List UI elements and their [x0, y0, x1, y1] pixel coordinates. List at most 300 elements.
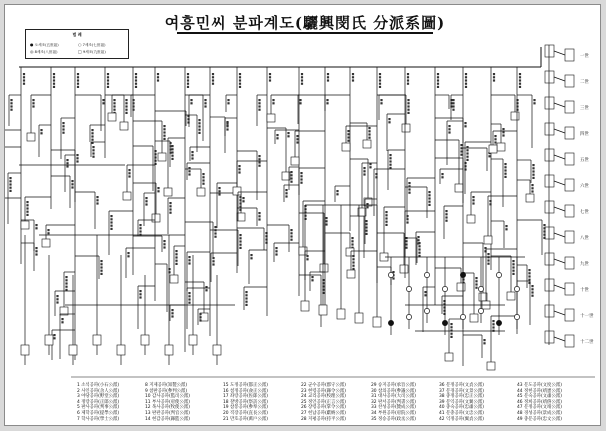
name-glyph — [204, 99, 206, 101]
name-glyph — [171, 145, 173, 147]
name-glyph — [61, 318, 63, 320]
name-glyph — [465, 73, 467, 75]
name-glyph — [494, 141, 496, 143]
name-glyph — [135, 86, 137, 88]
generation-link — [554, 129, 565, 133]
name-glyph — [347, 136, 349, 138]
name-glyph — [199, 313, 201, 315]
name-glyph — [465, 86, 467, 88]
name-glyph — [188, 262, 190, 264]
name-glyph — [407, 102, 409, 104]
generation-marker — [460, 314, 465, 319]
name-glyph — [9, 177, 11, 179]
name-glyph — [369, 166, 371, 168]
name-glyph — [450, 333, 452, 335]
name-box — [337, 309, 345, 319]
name-glyph — [290, 229, 292, 231]
name-glyph — [65, 279, 67, 281]
name-glyph — [175, 260, 177, 262]
family-tree — [5, 5, 602, 427]
generation-box — [545, 305, 554, 317]
name-glyph — [445, 216, 447, 218]
name-glyph — [171, 309, 173, 311]
name-glyph — [169, 212, 171, 214]
name-glyph — [188, 302, 190, 304]
name-glyph — [428, 201, 430, 203]
generation-label: 三世 — [580, 106, 589, 111]
name-glyph — [53, 86, 55, 88]
name-glyph — [110, 215, 112, 217]
name-glyph — [448, 125, 450, 127]
branch-entry: 16 첨정공파(僉正公派) — [223, 388, 268, 394]
name-glyph — [532, 164, 534, 166]
name-glyph — [418, 252, 420, 254]
name-glyph — [531, 295, 533, 297]
name-box — [511, 112, 519, 120]
name-box — [402, 124, 410, 132]
name-glyph — [56, 301, 58, 303]
name-glyph — [102, 102, 104, 104]
name-glyph — [311, 279, 313, 281]
name-glyph — [365, 223, 367, 225]
name-glyph — [407, 79, 409, 81]
generation-marker — [514, 286, 519, 291]
name-box — [197, 188, 205, 196]
name-glyph — [187, 76, 189, 78]
name-glyph — [275, 250, 277, 252]
generation-link — [554, 207, 565, 211]
name-glyph — [163, 131, 165, 133]
generation-link — [554, 181, 565, 185]
name-glyph — [145, 197, 147, 199]
generation-link — [554, 285, 565, 289]
name-glyph — [125, 112, 127, 114]
name-glyph — [368, 137, 370, 139]
name-glyph — [472, 199, 474, 201]
name-box — [233, 187, 241, 195]
name-glyph — [169, 208, 171, 210]
name-glyph — [32, 105, 34, 107]
name-glyph — [258, 158, 260, 160]
name-glyph — [113, 99, 115, 101]
legend-entry: ○ 7세조(七世祖) — [78, 42, 106, 47]
branch-column — [301, 383, 346, 422]
name-glyph — [157, 190, 159, 192]
name-glyph — [35, 250, 37, 252]
name-glyph — [239, 73, 241, 75]
name-glyph — [460, 144, 462, 146]
name-glyph — [450, 336, 452, 338]
name-box — [497, 143, 505, 151]
name-glyph — [239, 244, 241, 246]
generation-box — [565, 49, 574, 61]
name-glyph — [113, 102, 115, 104]
name-glyph — [466, 159, 468, 161]
name-glyph — [96, 199, 98, 201]
name-glyph — [407, 105, 409, 107]
name-glyph — [452, 99, 454, 101]
name-glyph — [9, 187, 11, 189]
name-glyph — [531, 187, 533, 189]
name-box — [42, 239, 50, 247]
name-glyph — [466, 146, 468, 148]
name-glyph — [428, 194, 430, 196]
branch-entry: 2 사인공파(舍人公派) — [77, 388, 120, 394]
name-glyph — [445, 210, 447, 212]
name-glyph — [35, 247, 37, 249]
name-glyph — [110, 225, 112, 227]
name-glyph — [492, 323, 494, 325]
name-glyph — [198, 132, 200, 134]
name-box — [165, 345, 173, 355]
name-glyph — [488, 155, 490, 157]
name-glyph — [47, 232, 49, 234]
name-glyph — [519, 76, 521, 78]
name-glyph — [494, 138, 496, 140]
legend-entry: ● 오세조(五世祖) — [30, 42, 59, 47]
name-glyph — [169, 205, 171, 207]
name-glyph — [276, 134, 278, 136]
name-glyph — [77, 76, 79, 78]
name-glyph — [214, 226, 216, 228]
name-glyph — [258, 109, 260, 111]
name-glyph — [175, 253, 177, 255]
name-glyph — [325, 220, 327, 222]
name-glyph — [107, 79, 109, 81]
name-glyph — [163, 128, 165, 130]
name-glyph — [532, 167, 534, 169]
branch-entry: 7 학사공파(學士公派) — [77, 416, 120, 422]
name-glyph — [258, 165, 260, 167]
name-glyph — [407, 76, 409, 78]
name-glyph — [53, 73, 55, 75]
name-glyph — [9, 190, 11, 192]
name-glyph — [441, 176, 443, 178]
name-glyph — [290, 235, 292, 237]
name-box — [445, 353, 453, 361]
diagram-title: 여흥민씨 분파계도(驪興閔氏 分派系圖) — [164, 14, 446, 32]
generation-marker — [496, 272, 501, 277]
name-glyph — [389, 160, 391, 162]
name-glyph — [77, 83, 79, 85]
generation-link — [554, 311, 565, 315]
name-glyph — [512, 266, 514, 268]
name-glyph — [512, 273, 514, 275]
branch-entry: 13 판관공파(判官公派) — [145, 410, 190, 416]
generation-box — [545, 45, 554, 57]
name-box — [170, 275, 178, 283]
name-glyph — [487, 253, 489, 255]
name-glyph — [212, 79, 214, 81]
name-glyph — [169, 142, 171, 144]
name-glyph — [287, 132, 289, 134]
name-glyph — [464, 122, 466, 124]
name-glyph — [489, 200, 491, 202]
name-glyph — [239, 76, 241, 78]
name-glyph — [245, 297, 247, 299]
name-glyph — [519, 83, 521, 85]
generation-marker — [424, 272, 429, 277]
name-glyph — [53, 334, 55, 336]
name-glyph — [139, 224, 141, 226]
name-glyph — [437, 79, 439, 81]
name-glyph — [417, 242, 419, 244]
name-glyph — [35, 227, 37, 229]
name-glyph — [285, 195, 287, 197]
name-glyph — [301, 76, 303, 78]
name-glyph — [300, 172, 302, 174]
name-glyph — [239, 196, 241, 198]
legend-entry: □ 9세조(九世祖) — [78, 49, 106, 54]
name-glyph — [347, 130, 349, 132]
name-box — [291, 157, 299, 165]
name-glyph — [437, 83, 439, 85]
name-glyph — [53, 337, 55, 339]
name-glyph — [171, 315, 173, 317]
name-glyph — [239, 240, 241, 242]
name-box — [470, 314, 478, 322]
name-glyph — [169, 202, 171, 204]
branch-entry: 14 현감공파(縣監公派) — [145, 416, 190, 422]
branch-column — [145, 383, 190, 422]
name-glyph — [285, 192, 287, 194]
generation-marker — [496, 320, 501, 325]
name-glyph — [532, 174, 534, 176]
name-glyph — [326, 102, 328, 104]
generation-label: 十世 — [580, 288, 589, 293]
name-glyph — [504, 173, 506, 175]
name-glyph — [258, 212, 260, 214]
name-box — [320, 264, 328, 272]
name-glyph — [239, 209, 241, 211]
name-glyph — [365, 230, 367, 232]
name-glyph — [188, 170, 190, 172]
name-box — [467, 215, 475, 223]
name-glyph — [465, 76, 467, 78]
name-glyph — [188, 256, 190, 258]
name-glyph — [204, 102, 206, 104]
name-glyph — [327, 73, 329, 75]
name-glyph — [269, 76, 271, 78]
name-glyph — [199, 316, 201, 318]
name-glyph — [125, 109, 127, 111]
generation-link — [554, 77, 565, 81]
name-glyph — [528, 279, 530, 281]
name-glyph — [53, 83, 55, 85]
name-glyph — [258, 155, 260, 157]
name-glyph — [299, 99, 301, 101]
generation-label: 二世 — [580, 80, 589, 85]
name-glyph — [227, 102, 229, 104]
name-glyph — [379, 73, 381, 75]
name-glyph — [450, 323, 452, 325]
name-glyph — [239, 79, 241, 81]
name-glyph — [290, 181, 292, 183]
name-glyph — [532, 170, 534, 172]
name-glyph — [352, 76, 354, 78]
name-glyph — [460, 147, 462, 149]
name-glyph — [66, 165, 68, 167]
generation-marker — [478, 308, 483, 313]
generation-box — [545, 149, 554, 161]
name-glyph — [437, 86, 439, 88]
name-glyph — [62, 128, 64, 130]
name-glyph — [448, 131, 450, 133]
name-glyph — [365, 220, 367, 222]
name-glyph — [428, 204, 430, 206]
generation-marker — [406, 314, 411, 319]
name-glyph — [543, 234, 545, 236]
name-glyph — [448, 128, 450, 130]
name-glyph — [62, 125, 64, 127]
name-glyph — [380, 99, 382, 101]
name-glyph — [406, 215, 408, 217]
name-box — [213, 345, 221, 355]
branch-entry: 15 도정공파(都正公派) — [223, 383, 268, 388]
name-glyph — [272, 99, 274, 101]
name-glyph — [543, 227, 545, 229]
generation-link — [554, 51, 565, 55]
name-glyph — [531, 285, 533, 287]
name-glyph — [306, 258, 308, 260]
name-glyph — [135, 79, 137, 81]
branch-entry: 41 문충공파(文忠公派) — [439, 410, 484, 416]
name-glyph — [327, 79, 329, 81]
name-glyph — [171, 151, 173, 153]
name-glyph — [258, 99, 260, 101]
generation-box — [545, 227, 554, 239]
name-box — [120, 122, 128, 130]
name-glyph — [139, 290, 141, 292]
name-glyph — [472, 196, 474, 198]
name-glyph — [407, 83, 409, 85]
generation-box — [545, 253, 554, 265]
name-glyph — [77, 79, 79, 81]
generation-box — [565, 179, 574, 191]
name-glyph — [543, 237, 545, 239]
name-glyph — [531, 288, 533, 290]
name-glyph — [487, 259, 489, 261]
name-glyph — [512, 260, 514, 262]
name-glyph — [483, 342, 485, 344]
name-glyph — [272, 102, 274, 104]
name-glyph — [428, 191, 430, 193]
name-glyph — [352, 261, 354, 263]
name-glyph — [56, 295, 58, 297]
name-glyph — [100, 260, 102, 262]
name-glyph — [135, 73, 137, 75]
name-glyph — [71, 183, 73, 185]
name-glyph — [465, 79, 467, 81]
name-glyph — [239, 202, 241, 204]
generation-box — [545, 123, 554, 135]
generation-label: 四世 — [580, 132, 589, 137]
branch-entry: 48 경성공파(景成公派) — [517, 410, 562, 416]
name-glyph — [191, 157, 193, 159]
name-glyph — [65, 276, 67, 278]
generation-box — [565, 127, 574, 139]
name-glyph — [96, 202, 98, 204]
branch-entry: 40 충숙공파(忠肅公派) — [439, 405, 484, 411]
name-glyph — [92, 146, 94, 148]
name-glyph — [96, 196, 98, 198]
name-box — [363, 140, 371, 148]
name-glyph — [110, 221, 112, 223]
name-glyph — [238, 165, 240, 167]
name-glyph — [379, 86, 381, 88]
name-glyph — [417, 236, 419, 238]
name-glyph — [188, 298, 190, 300]
name-glyph — [125, 102, 127, 104]
name-glyph — [460, 154, 462, 156]
branch-entry: 49 충문공파(忠文公派) — [517, 416, 562, 422]
name-glyph — [100, 270, 102, 272]
name-glyph — [519, 73, 521, 75]
name-glyph — [61, 321, 63, 323]
name-glyph — [157, 79, 159, 81]
generation-box — [565, 205, 574, 217]
name-glyph — [408, 188, 410, 190]
name-glyph — [10, 105, 12, 107]
name-glyph — [127, 252, 129, 254]
name-glyph — [296, 138, 298, 140]
name-glyph — [238, 168, 240, 170]
branch-column — [439, 383, 484, 422]
name-glyph — [107, 86, 109, 88]
name-glyph — [450, 326, 452, 328]
name-glyph — [175, 263, 177, 265]
name-glyph — [502, 128, 504, 130]
name-glyph — [379, 76, 381, 78]
name-glyph — [212, 260, 214, 262]
branch-entry: 29 승지공파(承旨公派) — [371, 383, 416, 388]
branch-column — [517, 383, 562, 422]
generation-marker — [424, 308, 429, 313]
name-glyph — [326, 99, 328, 101]
name-glyph — [347, 140, 349, 142]
name-glyph — [405, 247, 407, 249]
generation-link — [554, 233, 565, 237]
name-glyph — [407, 109, 409, 111]
name-box — [319, 305, 327, 315]
name-glyph — [199, 319, 201, 321]
name-glyph — [77, 86, 79, 88]
name-glyph — [26, 211, 28, 213]
genealogy-sheet — [4, 4, 601, 426]
branch-entry: 9 참판공파(參判公派) — [145, 388, 188, 394]
name-glyph — [10, 102, 12, 104]
generation-label: 六世 — [580, 184, 589, 189]
name-glyph — [239, 199, 241, 201]
name-glyph — [258, 215, 260, 217]
branch-entry: 34 부원공파(府院公派) — [371, 410, 416, 416]
name-glyph — [352, 265, 354, 267]
name-glyph — [202, 183, 204, 185]
name-glyph — [163, 135, 165, 137]
generation-box — [545, 279, 554, 291]
name-glyph — [171, 155, 173, 157]
generation-box — [565, 309, 574, 321]
name-glyph — [239, 86, 241, 88]
generation-box — [565, 153, 574, 165]
name-glyph — [175, 250, 177, 252]
name-box — [108, 113, 116, 121]
name-box — [27, 133, 35, 141]
generation-marker — [442, 320, 447, 325]
name-glyph — [385, 217, 387, 219]
name-glyph — [543, 230, 545, 232]
name-box — [21, 345, 29, 355]
